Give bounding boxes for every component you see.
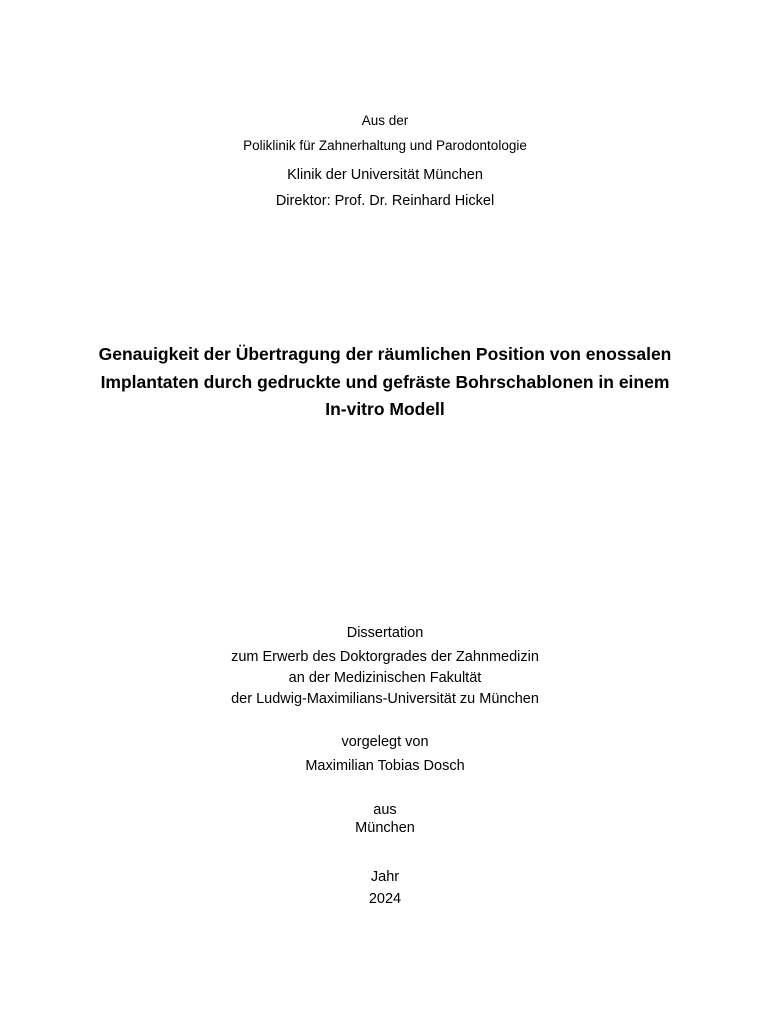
origin-label: aus	[373, 802, 397, 818]
title-line-1: Genauigkeit der Übertragung der räumlichen Position von enossalen	[98, 344, 672, 364]
title-line-2: Implantaten durch gedruckte und gefräste Bohrschablonen in einem	[100, 372, 670, 392]
year-label: Jahr	[370, 869, 400, 885]
dissertation-label: Dissertation	[346, 625, 424, 641]
header-director: Direktor: Prof. Dr. Reinhard Hickel	[275, 193, 495, 209]
author-name: Maximilian Tobias Dosch	[305, 758, 465, 774]
dissertation-university: der Ludwig-Maximilians-Universität zu München	[231, 691, 539, 707]
dissertation-faculty: an der Medizinischen Fakultät	[288, 670, 482, 686]
header-polyclinic: Poliklinik für Zahnerhaltung und Parodontologie	[243, 138, 527, 153]
dissertation-purpose: zum Erwerb des Doktorgrades der Zahnmedizin	[231, 649, 539, 665]
header-from-label: Aus der	[361, 113, 409, 128]
header-clinic: Klinik der Universität München	[287, 167, 483, 183]
origin-place: München	[355, 820, 415, 836]
year-value: 2024	[368, 891, 402, 907]
submitted-by-label: vorgelegt von	[341, 734, 429, 750]
title-line-3: In-vitro Modell	[325, 399, 445, 419]
